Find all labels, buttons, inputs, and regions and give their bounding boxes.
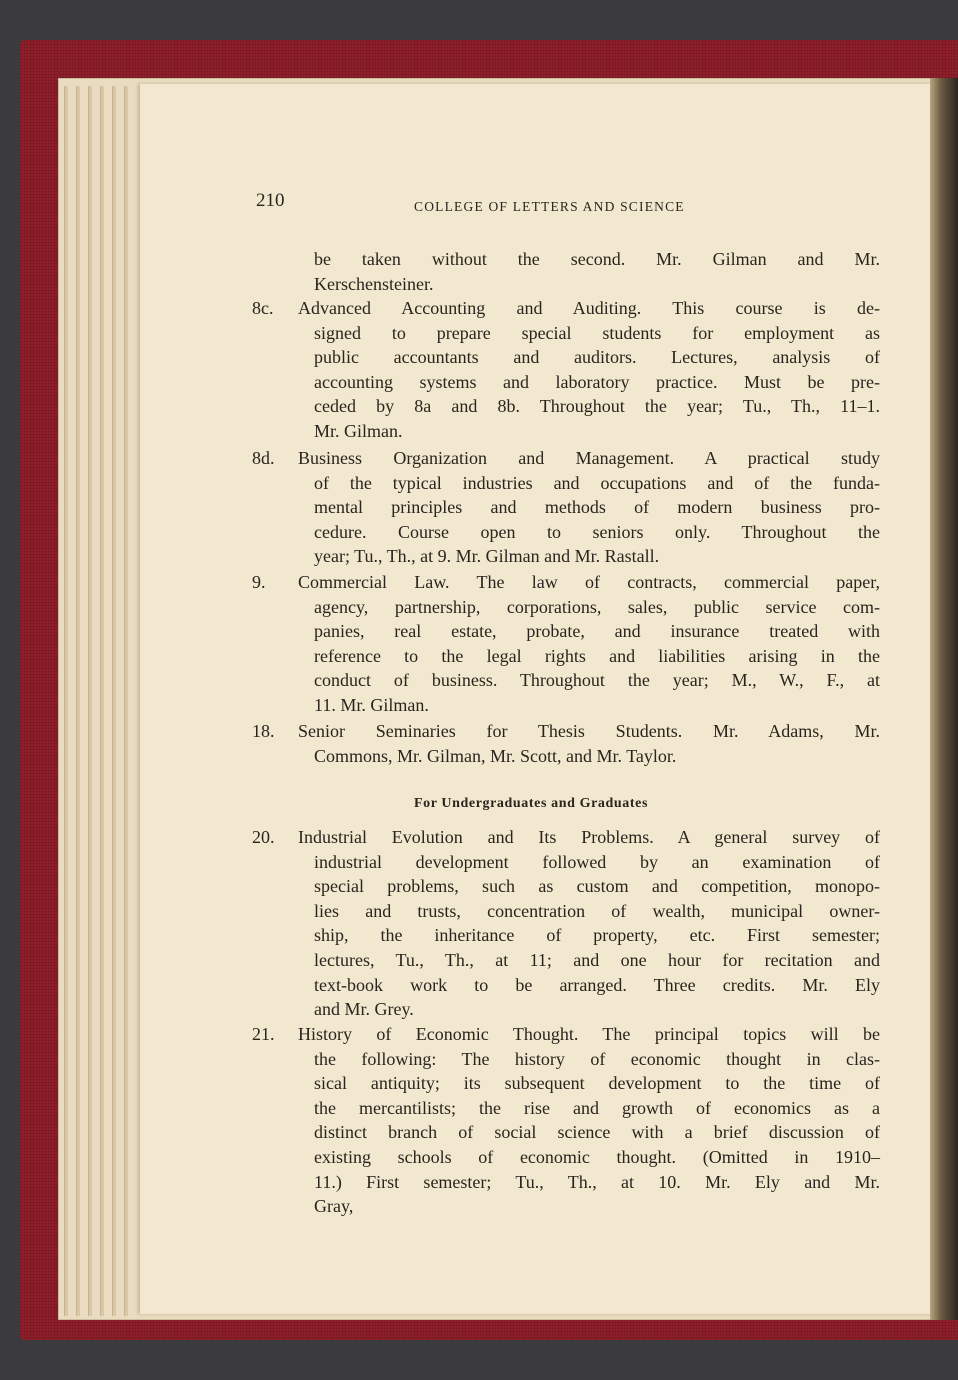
course-text-line: lectures, Tu., Th., at 11; and one hour for recitation and bbox=[314, 949, 880, 970]
course-text-line: public accountants and auditors. Lectures, analysis of bbox=[314, 347, 880, 368]
course-text-line: conduct of business. Throughout the year; M., W., F., at bbox=[314, 670, 880, 691]
course-text-line: cedure. Course open to seniors only. Throughout the bbox=[314, 521, 880, 542]
course-entry bbox=[250, 570, 880, 718]
course-text-line: year; Tu., Th., at 9. Mr. Gilman and Mr. Rastall. bbox=[314, 546, 660, 567]
course-text-line: Commercial Law. The law of contracts, commercial paper, bbox=[298, 572, 880, 592]
course-number: 18. bbox=[252, 721, 275, 741]
continued-text-line: Kerschensteiner. bbox=[314, 273, 434, 294]
course-text-line: History of Economic Thought. The principal topics will be bbox=[298, 1024, 880, 1044]
course-text-line: Commons, Mr. Gilman, Mr. Scott, and Mr. Taylor. bbox=[314, 745, 677, 766]
continued-text bbox=[250, 247, 880, 296]
course-text-line: lies and trusts, concentration of wealth, municipal owner- bbox=[314, 900, 880, 921]
course-entry bbox=[250, 719, 880, 768]
course-text-line: the following: The history of economic thought in clas- bbox=[314, 1048, 880, 1069]
course-text-line: text-book work to be arranged. Three credits. Mr. Ely bbox=[314, 974, 880, 995]
course-number: 9. bbox=[252, 572, 266, 592]
course-entry bbox=[250, 446, 880, 569]
course-text-line: Gray, bbox=[314, 1196, 354, 1217]
course-text-line: Senior Seminaries for Thesis Students. Mr. Adams, Mr. bbox=[298, 721, 880, 741]
page-number: 210 bbox=[256, 190, 285, 211]
course-text-line: and Mr. Grey. bbox=[314, 999, 414, 1020]
course-text-line: sical antiquity; its subsequent development to the time of bbox=[314, 1073, 880, 1094]
course-text-line: Advanced Accounting and Auditing. This course is de- bbox=[298, 298, 880, 318]
course-entry bbox=[250, 296, 880, 444]
course-entry bbox=[250, 825, 880, 1022]
course-text-line: panies, real estate, probate, and insurance treated with bbox=[314, 621, 880, 642]
course-text-line: 11. Mr. Gilman. bbox=[314, 694, 429, 715]
course-text-line: special problems, such as custom and competition, monopo- bbox=[314, 876, 880, 897]
course-text-line: of the typical industries and occupations and of the funda- bbox=[314, 472, 880, 493]
course-text-line: signed to prepare special students for employment as bbox=[314, 322, 880, 343]
course-number: 20. bbox=[252, 827, 275, 847]
course-number: 21. bbox=[252, 1024, 275, 1044]
course-text-line: Business Organization and Management. A practical study bbox=[298, 448, 880, 468]
running-head: COLLEGE OF LETTERS AND SCIENCE bbox=[414, 199, 685, 214]
course-entry bbox=[250, 1022, 880, 1219]
course-number: 8c. bbox=[252, 298, 274, 318]
course-text-line: existing schools of economic thought. (Omitted in 1910– bbox=[314, 1146, 880, 1167]
course-text-line: Mr. Gilman. bbox=[314, 420, 403, 441]
course-text-line: mental principles and methods of modern business pro- bbox=[314, 497, 880, 518]
course-text-line: ship, the inheritance of property, etc. First semester; bbox=[314, 925, 880, 946]
course-text-line: Industrial Evolution and Its Problems. A general survey of bbox=[298, 827, 880, 847]
course-number: 8d. bbox=[252, 448, 275, 468]
course-text-line: industrial development followed by an examination of bbox=[314, 851, 880, 872]
course-text-line: ceded by 8a and 8b. Throughout the year; Tu., Th., 11–1. bbox=[314, 396, 880, 417]
course-text-line: agency, partnership, corporations, sales, public service com- bbox=[314, 596, 880, 617]
course-text-line: reference to the legal rights and liabilities arising in the bbox=[314, 645, 880, 666]
continued-text-line: be taken without the second. Mr. Gilman and Mr. bbox=[314, 249, 880, 269]
course-text-line: 11.) First semester; Tu., Th., at 10. Mr. Ely and Mr. bbox=[314, 1171, 880, 1192]
section-heading: For Undergraduates and Graduates bbox=[414, 796, 649, 811]
course-text-line: distinct branch of social science with a brief discussion of bbox=[314, 1122, 880, 1143]
course-text-line: the mercantilists; the rise and growth of economics as a bbox=[314, 1097, 880, 1118]
course-text-line: accounting systems and laboratory practice. Must be pre- bbox=[314, 371, 880, 392]
